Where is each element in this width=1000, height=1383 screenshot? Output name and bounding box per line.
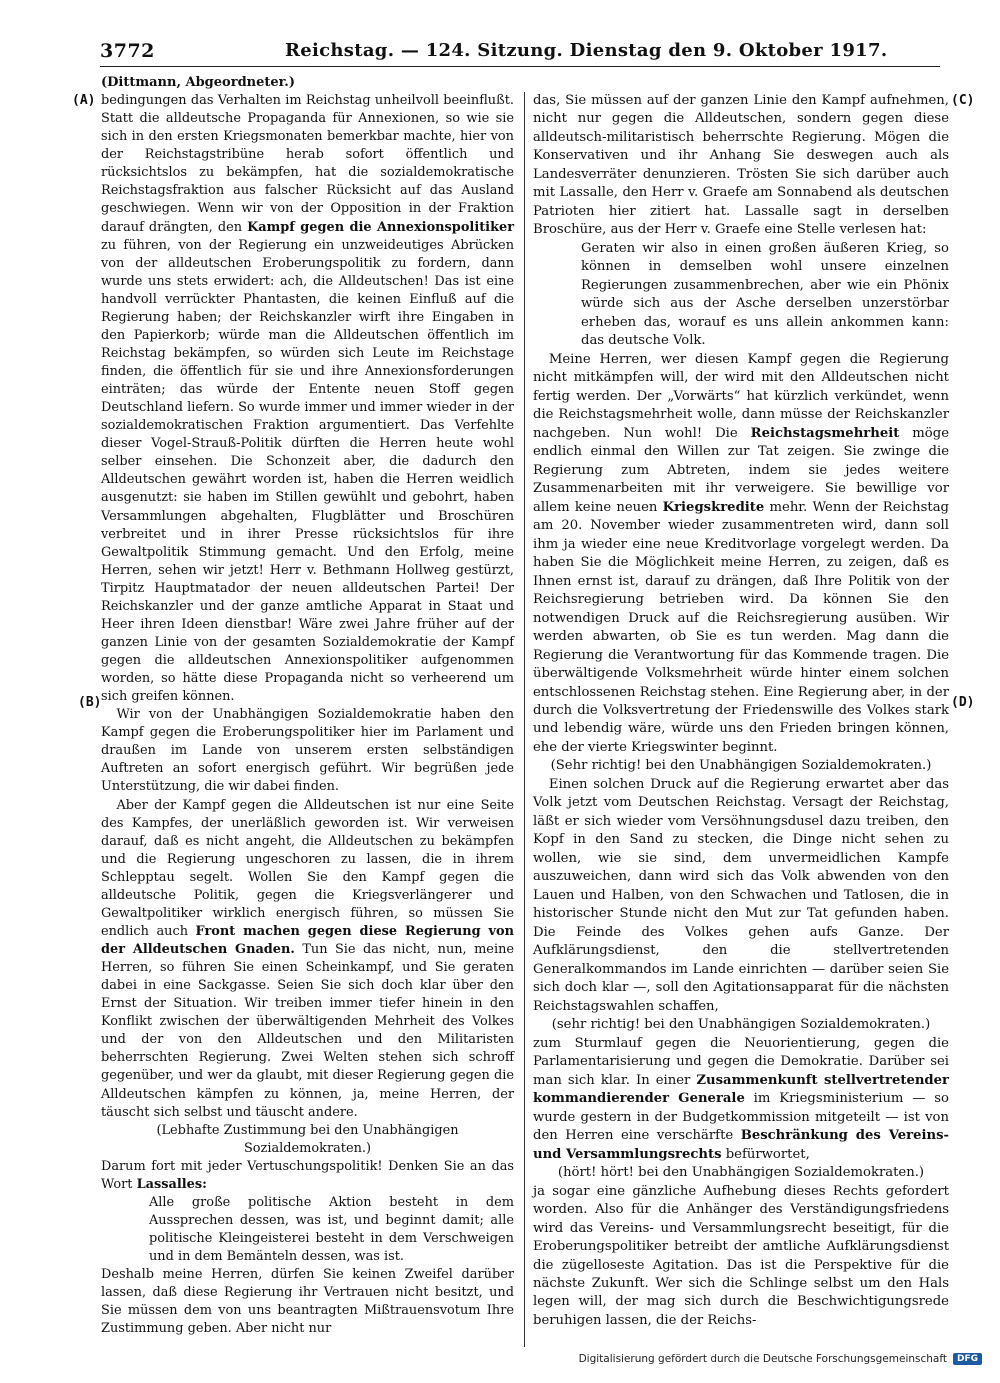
block-quote [533, 240, 949, 351]
paragraph: Einen solchen Druck auf die Regierung erwartet aber das Volk jetzt vom Deutschen Reichstag. Versagt der Reichstag, läßt er sich wieder vom Versöhnungsdusel dazu treiben, den Kopf in den Sand zu stecken, die Dinge nicht sehen zu wollen, wie sie sind, dem unvermeidlichen Kampfe auszuweichen, dann wird sich das Volk abwenden von den Lauen und Halben, von den Schwachen und Tatlosen, die in historischer Stunde nicht den Mut zur Tat gefunden haben. Die Feinde des Volkes gehen aufs Ganze. Der Aufklärungsdienst, den die stellvertretenden Generalkommandos im Lande einrichten — darüber seien Sie sich doch klar —, soll den Agitationsapparat für die nächsten Reichstagswahlen schaffen, [533, 776, 949, 1014]
text-run: möge endlich einmal den Willen zur Tat zeigen. Sie zwinge die Regierung zum Abtreten, indem sie jedes weitere Zusammenarbeiten mit ihr verweigere. Sie bewillige vor allem keine neuen [533, 425, 949, 515]
paragraph: das, Sie müssen auf der ganzen Linie den Kampf aufnehmen, nicht nur gegen die Alldeutschen, sondern gegen diese alldeutsch-militaristisch beherrschte Regierung. Mögen die Konservativen und ihr Anhang Sie deswegen auch als Landesverräter denunzieren. Trösten Sie sich darüber auch mit Lassalle, den Herr v. Graefe am Sonnabend als deutschen Patrioten hier zitiert hat. Lassalle sagt in derselben Broschüre, aus der Herr v. Graefe eine Stelle verlesen hat: [533, 93, 949, 238]
quote-text: Geraten wir also in einen großen äußeren Krieg, so können in demselben wohl unsere einzelnen Regierungen zusammenbrechen, aber wie ein Phönix würde sich aus der Asche derselben unzerstörbar erheben das, worauf es uns allein ankommen kann: das deutsche Volk. [581, 240, 949, 349]
footer-text: Digitalisierung gefördert durch die Deutsche Forschungsgemeinschaft [578, 1353, 947, 1365]
running-header [100, 40, 940, 66]
emphasis: Front machen gegen diese Regierung von der Alldeutschen Gnaden. [101, 923, 514, 957]
paragraph [533, 1035, 949, 1164]
emphasis: Reichstagsmehrheit [750, 425, 900, 441]
block-quote [101, 1194, 514, 1266]
text-run: Darum fort mit jeder Vertuschungspolitik! Denken Sie an das Wort [101, 1158, 514, 1192]
paragraph [101, 1158, 514, 1194]
paragraph: ja sogar eine gänzliche Aufhebung dieses Rechts gefordert worden. Also für die Anhänger des Verständigungsfriedens wird das Vereins- und Versammlungsrecht beseitigt, für die Eroberungspolitiker betreibt der amtliche Aufklärungsdienst die zügelloseste Agitation. Das ist die Perspektive für die nächste Zukunft. Wer sich die Schlinge selbst um den Hals legen will, der mag sich durch die Beschwichtigungsrede beruhigen lassen, die der Reichs- [533, 1183, 949, 1328]
text-run: im Kriegsministerium — so wurde gestern in der Budgetkommission mitgeteilt — ist von den Herren eine verschärfte [533, 1091, 949, 1144]
applause-note: (sehr richtig! bei den Unabhängigen Sozialdemokraten.) [551, 1017, 931, 1033]
header-rule [100, 66, 940, 67]
paragraph [101, 797, 514, 1122]
emphasis: Beschränkung des Vereins- und Versammlungsrechts [533, 1128, 949, 1162]
left-column [101, 74, 514, 1338]
column-divider [524, 92, 525, 1347]
footer [579, 1353, 982, 1365]
applause-note: (hört! hört! bei den Unabhängigen Sozialdemokraten.) [557, 1165, 925, 1181]
text-run: zu führen, von der Regierung ein unzweideutiges Abrücken von der alldeutschen Eroberungspolitik zu fordern, dann wurde uns stets erwidert: ach, die Alldeutschen! Das ist eine handvoll verrückter Phantasten, die keinen Einfluß auf die Regierung haben; der Reichskanzler wirft ihre Eingaben in den Papierkorb; würde man die Alldeutschen öffentlich im Reichstag bekämpfen, so würden sich Leute im Reichstage finden, die öffentlich für sie und ihre Annexionsforderungen einträten; das würde der Entente neuen Stoff gegen Deutschland liefern. So wurde immer und immer wieder in der sozialdemokratischen Fraktion argumentiert. Das Verfehlte dieser Vogel-Strauß-Politik dürften die Herren heute wohl selber einsehen. Die Schonzeit aber, die dadurch den Alldeutschen gewährt worden ist, haben die Herren weidlich ausgenutzt: sie haben im Stillen gewühlt und gebohrt, haben Versammlungen abgehalten, Flugblätter und Broschüren verbreitet und in ihrer Presse rücksichtslos für ihre Gewaltpolitik Stimmung gemacht. Und den Erfolg, meine Herren, sehen wir jetzt! Herr v. Bethmann Hollweg gestürzt, Tirpitz Hauptmatador der neuen alldeutschen Partei! Der Reichskanzler und der ganze amtliche Apparat in Staat und Heer ihren Ideen dienstbar! Wäre zwei Jahre früher auf der ganzen Linie von der gesamten Sozialdemokratie der Kampf gegen die alldeutschen Annexionspolitiker aufgenommen worden, so hätte diese Propaganda nicht so verheerend um sich greifen können. [101, 237, 514, 705]
emphasis: Lassalles: [136, 1176, 207, 1192]
paragraph [533, 351, 949, 758]
page-number: 3772 [100, 40, 155, 62]
paragraph [101, 92, 514, 706]
header-title: Reichstag. — 124. Sitzung. Dienstag den 9. Oktober 1917. [285, 40, 888, 61]
quote-text: Alle große politische Aktion besteht in dem Aussprechen dessen, was ist, und beginnt damit; alle politische Kleingeisterei besteht in dem Verschweigen und in dem Bemänteln dessen, was ist. [149, 1194, 514, 1265]
applause-note: (Sehr richtig! bei den Unabhängigen Sozialdemokraten.) [550, 758, 932, 774]
text-run: mehr. Wenn der Reichstag am 20. November wieder zusammentreten wird, dann soll ihm ja wieder eine neue Kreditvorlage vorgelegt werden. Da haben Sie die Möglichkeit meine Herren, zu zeigen, daß es Ihnen ernst ist, darauf zu drängen, daß Ihre Politik von der Reichsregierung betrieben wird. Da können Sie den notwendigen Druck auf die Reichsregierung ausüben. Wir werden abwarten, ob Sie es tun werden. Mag dann die Regierung die Verantwortung für das Kommende tragen. Die überwältigende Volksmehrheit würde hinter einem solchen entschlossenen Reichstag stehen. Eine Regierung aber, in der durch die Volksvertretung der Friedenswille des Volkes stark und lebendig wäre, würde uns den Frieden bringen können, ehe der vierte Kriegswinter beginnt. [533, 499, 949, 755]
speaker-label: (Dittmann, Abgeordneter.) [101, 75, 295, 90]
margin-marker-c: (C) [951, 93, 975, 108]
margin-marker-b: (B) [78, 695, 102, 710]
right-column [533, 92, 949, 1330]
text-run: zum Sturmlauf gegen die Neuorientierung, gegen die Parlamentarisierung und gegen die Demokratie. Darüber sei man sich klar. In einer [533, 1035, 949, 1088]
text-run: bedingungen das Verhalten im Reichstag unheilvoll beeinflußt. Statt die alldeutsche Propaganda für Annexionen, so wie sie sich in den ersten Kriegsmonaten bemerkbar machte, hier von der Reichstagstribüne herab sofort öffentlich und rücksichtslos zu bekämpfen, hat die sozialdemokratische Reichstagsfraktion aus falscher Rücksicht auf das Ausland geschwiegen. Wenn wir von der Opposition in der Fraktion darauf drängten, den [101, 93, 514, 235]
applause-note: (Lebhafte Zustimmung bei den Unabhängigen Sozialdemokraten.) [156, 1122, 459, 1156]
paragraph: Deshalb meine Herren, dürfen Sie keinen Zweifel darüber lassen, daß diese Regierung ihr Vertrauen nicht besitzt, und Sie müssen dem von uns beantragten Mißtrauensvotum Ihre Zustimmung geben. Aber nicht nur [101, 1267, 514, 1337]
emphasis: Zusammenkunft stellvertretender kommandierender Generale [533, 1072, 949, 1107]
margin-marker-a: (A) [72, 93, 96, 108]
text-run: Tun Sie das nicht, nun, meine Herren, so führen Sie einen Scheinkampf, und Sie geraten dabei in eine Sackgasse. Seien Sie sich doch klar über den Ernst der Situation. Wir treiben immer tiefer hinein in den Konflikt zwischen der überwältigenden Mehrheit des Volkes und der von den Alldeutschen und den Militaristen beherrschten Regierung. Zwei Welten stehen sich schroff gegenüber, und wer da glaubt, mit dieser Regierung gegen die Alldeutschen kämpfen zu können, ja, meine Herren, der täuscht sich selbst und täuscht andere. [101, 942, 514, 1120]
dfg-logo: DFG [953, 1353, 982, 1365]
margin-marker-d: (D) [951, 695, 975, 710]
text-run: befürwortet, [721, 1146, 810, 1162]
paragraph: Wir von der Unabhängigen Sozialdemokratie haben den Kampf gegen die Eroberungspolitiker hier im Parlament und draußen im Lande von unserem ersten selbständigen Auftreten an sofort energisch geführt. Wir begrüßen jede Unterstützung, die wir dabei finden. [101, 707, 514, 795]
emphasis: Kampf gegen die Annexionspolitiker [247, 219, 514, 235]
text-run: Aber der Kampf gegen die Alldeutschen ist nur eine Seite des Kampfes, der unerläßlich geworden ist. Wir verweisen darauf, daß es nicht angeht, die Alldeutschen zu bekämpfen und die Regierung ungeschoren zu lassen, die in ihrem Schlepptau segelt. Wollen Sie den Kampf gegen die alldeutsche Politik, gegen die Kriegsverlängerer und Gewaltpolitiker wirklich energisch führen, so müssen Sie endlich auch [101, 797, 514, 939]
text-run: Meine Herren, wer diesen Kampf gegen die Regierung nicht mitkämpfen will, der wird mit den Alldeutschen nicht fertig werden. Der „Vorwärts“ hat kürzlich verkündet, wenn die Reichstagsmehrheit wolle, dann müsse der Reichskanzler nachgeben. Nun wohl! Die [533, 351, 949, 441]
emphasis: Kriegskredite [662, 499, 765, 515]
